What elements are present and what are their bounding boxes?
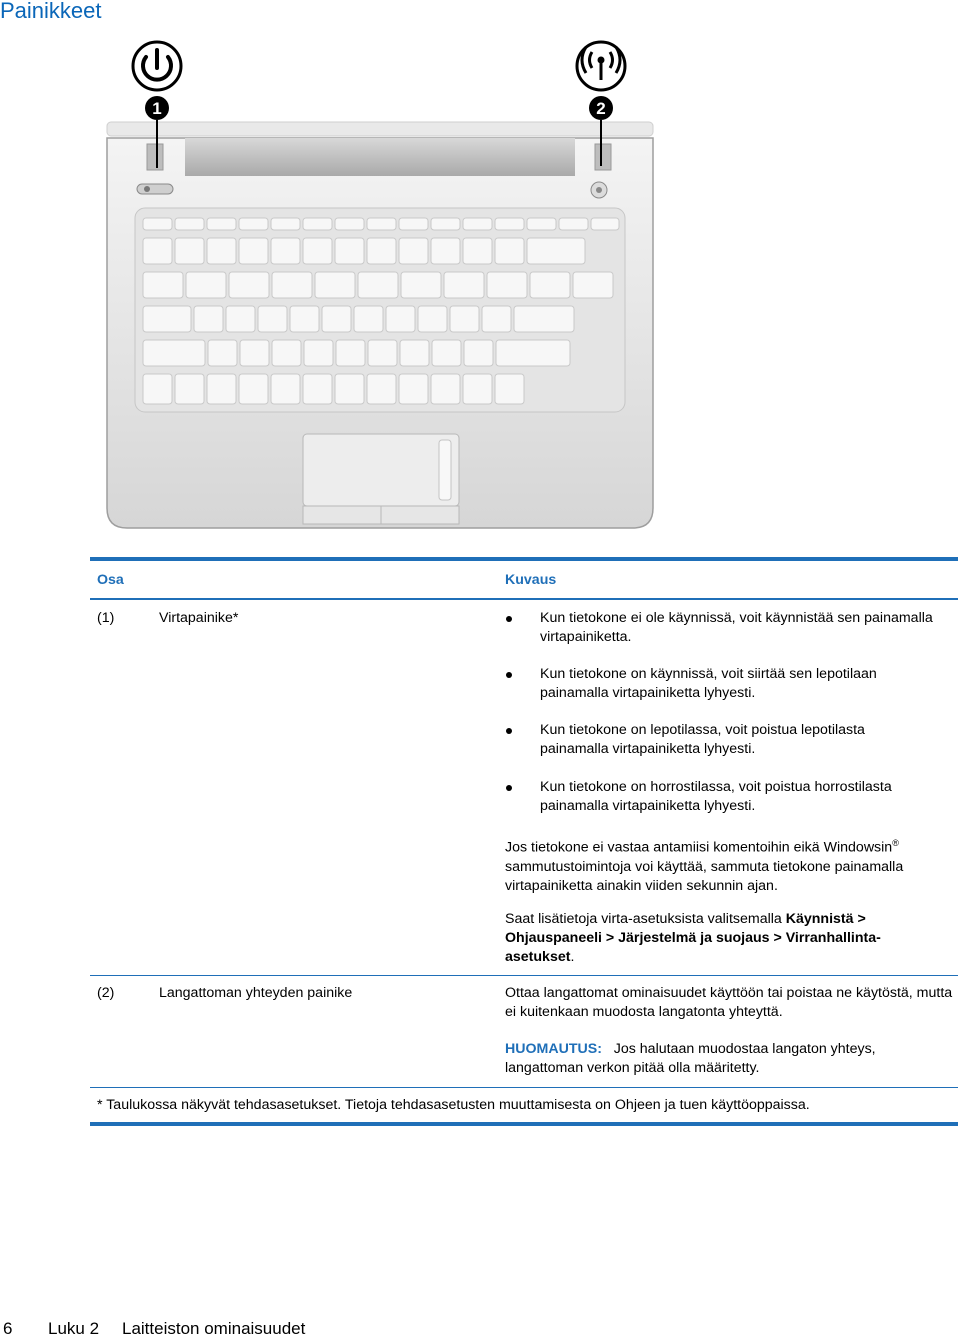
row-2-component-name: Langattoman yhteyden painike	[159, 985, 353, 1001]
keyboard-key	[175, 218, 204, 230]
keyboard-key	[418, 306, 447, 332]
keyboard-key	[226, 306, 255, 332]
table-top-rule	[90, 557, 958, 561]
keyboard-key	[450, 306, 479, 332]
column-header-description: Kuvaus	[505, 572, 557, 588]
keyboard-key	[143, 272, 183, 298]
keyboard-key	[463, 374, 492, 404]
keyboard-key	[431, 238, 460, 264]
settings-period: .	[570, 949, 575, 965]
wireless-icon	[577, 42, 625, 90]
keyboard-key	[143, 340, 205, 366]
keyboard-key	[527, 218, 556, 230]
keyboard-key	[591, 218, 619, 230]
settings-path: Käynnistä > Ohjauspaneeli > Järjestelmä ja suojaus > Virranhallinta-asetukset	[505, 911, 881, 965]
keyboard-key	[258, 306, 287, 332]
keyboard-key	[272, 340, 301, 366]
keyboard-key	[239, 218, 268, 230]
keyboard-key	[367, 238, 396, 264]
keyboard-key	[367, 374, 396, 404]
keyboard-key	[530, 272, 570, 298]
row-1-bullet-3: Kun tietokone on lepotilassa, voit poistua lepotilasta painamalla virtapainiketta lyhyesti.	[540, 722, 865, 757]
shutdown-text-a: Jos tietokone ei vastaa antamiisi komentoihin eikä Windowsin	[505, 839, 893, 856]
keyboard-key	[431, 218, 460, 230]
keyboard-key	[315, 272, 355, 298]
keyboard-key	[304, 340, 333, 366]
keyboard-key	[354, 306, 383, 332]
keyboard-key	[290, 306, 319, 332]
keyboard-key	[401, 272, 441, 298]
column-header-component: Osa	[97, 572, 124, 588]
keyboard-key	[358, 272, 398, 298]
keyboard-key	[496, 340, 570, 366]
keyboard-key	[240, 340, 269, 366]
keyboard-key	[487, 272, 527, 298]
keyboard-key	[495, 238, 524, 264]
table-bottom-rule	[90, 1122, 958, 1126]
keyboard-key	[495, 374, 524, 404]
laptop-top-view-illustration	[95, 38, 665, 538]
keyboard-key	[207, 218, 236, 230]
table-header-rule	[90, 598, 958, 600]
note-label: HUOMAUTUS:	[505, 1041, 602, 1057]
keyboard-key	[272, 272, 312, 298]
keyboard-key	[463, 238, 492, 264]
keyboard-key	[239, 374, 268, 404]
keyboard-key	[386, 306, 415, 332]
row-divider	[90, 1087, 958, 1088]
keyboard-key	[573, 272, 613, 298]
row-1-bullet-4: Kun tietokone on horrostilassa, voit poistua horrostilasta painamalla virtapainiketta lyhyesti.	[540, 779, 892, 814]
row-divider	[90, 975, 958, 976]
keyboard-key	[186, 272, 226, 298]
page-title: Painikkeet	[0, 0, 102, 23]
keyboard-key	[495, 218, 524, 230]
settings-text: Saat lisätietoja virta-asetuksista valitsemalla	[505, 911, 782, 927]
keyboard-key	[207, 238, 236, 264]
bullet-marker	[506, 785, 512, 791]
row-1-number: (1)	[97, 610, 115, 626]
keyboard-key	[303, 238, 332, 264]
row-2-description: Ottaa langattomat ominaisuudet käyttöön tai poistaa ne käytöstä, mutta ei kuitenkaan muodosta langatonta yhteyttä.	[505, 985, 953, 1020]
keyboard-key	[322, 306, 351, 332]
keyboard-key	[431, 374, 460, 404]
chapter-number: Luku 2	[48, 1319, 100, 1338]
callout-number-2: 2	[596, 99, 606, 118]
keyboard-key	[271, 374, 300, 404]
chapter-title: Laitteiston ominaisuudet	[122, 1319, 306, 1338]
keyboard-key	[559, 218, 588, 230]
keyboard-key	[335, 238, 364, 264]
row-2-number: (2)	[97, 985, 115, 1001]
keyboard-key	[303, 218, 332, 230]
keyboard-key	[143, 306, 191, 332]
row-1-bullet-1: Kun tietokone ei ole käynnissä, voit käynnistää sen painamalla virtapainiketta.	[540, 610, 933, 645]
power-icon	[133, 42, 181, 90]
keyboard-key	[271, 238, 300, 264]
row-1-paragraph-shutdown	[505, 834, 945, 896]
registered-mark: ®	[892, 838, 899, 848]
keyboard-key	[367, 218, 396, 230]
keyboard-key	[444, 272, 484, 298]
row-2-note	[505, 1040, 935, 1078]
keyboard-key	[400, 340, 429, 366]
keyboard-key	[207, 374, 236, 404]
row-1-bullet-2: Kun tietokone on käynnissä, voit siirtää sen lepotilaan painamalla virtapainiketta lyhyesti.	[540, 666, 877, 701]
keyboard-key	[143, 218, 172, 230]
keyboard-key	[143, 238, 172, 264]
keyboard-key	[463, 218, 492, 230]
keyboard-key	[229, 272, 269, 298]
keyboard-key	[271, 218, 300, 230]
keyboard-key	[399, 374, 428, 404]
keyboard-key	[368, 340, 397, 366]
keyboard-key	[336, 340, 365, 366]
keyboard-key	[482, 306, 511, 332]
keyboard-key	[335, 374, 364, 404]
keyboard-key	[399, 218, 428, 230]
keyboard-graphic	[135, 208, 625, 412]
keyboard-key	[399, 238, 428, 264]
page-number: 6	[3, 1319, 13, 1338]
row-1-component-name: Virtapainike*	[159, 610, 239, 626]
keyboard-key	[239, 238, 268, 264]
keyboard-key	[175, 238, 204, 264]
bullet-marker	[506, 672, 512, 678]
keyboard-key	[175, 374, 204, 404]
bullet-marker	[506, 728, 512, 734]
keyboard-key	[194, 306, 223, 332]
bullet-marker	[506, 616, 512, 622]
keyboard-key	[143, 374, 172, 404]
table-footnote: * Taulukossa näkyvät tehdasasetukset. Tietoja tehdasasetusten muuttamisesta on Ohjeen ja tuen käyttöoppaissa.	[97, 1097, 810, 1113]
keyboard-key	[514, 306, 574, 332]
keyboard-key	[303, 374, 332, 404]
keyboard-key	[464, 340, 493, 366]
power-button-graphic	[137, 184, 173, 194]
keyboard-key	[335, 218, 364, 230]
keyboard-key	[208, 340, 237, 366]
note-text: Jos halutaan muodostaa langaton yhteys, langattoman verkon pitää olla määritetty.	[505, 1041, 876, 1076]
touchpad-graphic	[303, 434, 459, 524]
keyboard-key	[527, 238, 585, 264]
shutdown-text-b: sammutustoimintoja voi käyttää, sammuta tietokone painamalla virtapainiketta ainakin viiden sekunnin ajan.	[505, 858, 904, 894]
wireless-button-graphic	[591, 182, 607, 198]
callout-number-1: 1	[152, 99, 162, 118]
keyboard-key	[432, 340, 461, 366]
row-1-paragraph-settings	[505, 910, 930, 967]
